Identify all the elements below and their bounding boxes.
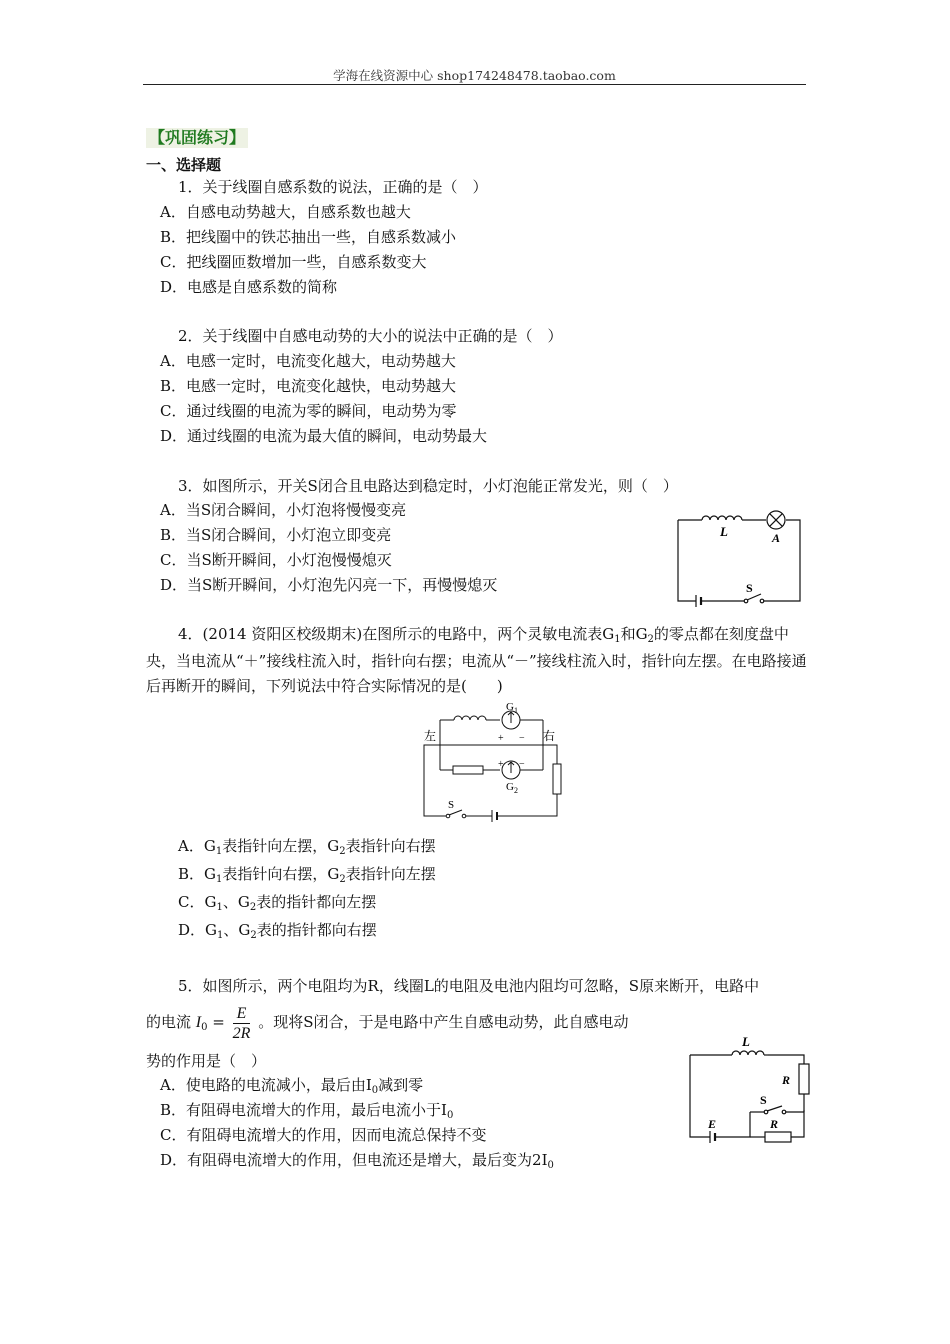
q5-fig-label-L: L xyxy=(742,1034,750,1049)
q4-option-c-mid: 、G xyxy=(222,893,250,911)
q4-option-b-tail: 表指针向左摆 xyxy=(345,865,436,883)
q4-option-a-label: A．G xyxy=(178,837,216,855)
q4-option-c[interactable] xyxy=(178,892,376,915)
q4-option-c-sub1: 1 xyxy=(216,902,223,913)
q3-option-d[interactable]: D．当S断开瞬间，小灯泡先闪亮一下，再慢慢熄灭 xyxy=(160,576,498,594)
page-header: 学海在线资源中心 shop174248478.taobao.com xyxy=(333,68,616,83)
q1-option-d[interactable]: D．电感是自感系数的简称 xyxy=(160,278,338,296)
q5-equals: = xyxy=(212,1013,225,1031)
q4-option-d-mid: 、G xyxy=(223,921,251,939)
q3-option-c[interactable]: C．当S断开瞬间，小灯泡慢慢熄灭 xyxy=(160,551,392,569)
q4-option-d-tail: 表的指针都向右摆 xyxy=(256,921,377,939)
q5-circuit-figure xyxy=(680,1030,810,1148)
q4-fig-label-g1-plus: + xyxy=(498,733,504,744)
q2-option-a[interactable]: A．电感一定时，电流变化越大，电动势越大 xyxy=(160,352,456,370)
q3-fig-label-L: L xyxy=(720,524,728,539)
q4-fig-label-g2-plus: + xyxy=(498,759,504,770)
q4-stem-sub2: 2 xyxy=(647,634,654,645)
q5-fig-label-R2: R xyxy=(770,1117,779,1131)
q4-option-b-label: B．G xyxy=(178,865,217,883)
q2-option-b[interactable]: B．电感一定时，电流变化越快，电动势越大 xyxy=(160,377,457,395)
section-tag: 【巩固练习】 xyxy=(146,128,248,148)
q5-option-a-text: A．使电路的电流减小，最后由I xyxy=(160,1076,372,1094)
q2-option-d[interactable]: D．通过线圈的电流为最大值的瞬间，电动势最大 xyxy=(160,427,488,445)
q4-option-b-sub2: 2 xyxy=(339,874,346,885)
q2-option-c[interactable]: C．通过线圈的电流为零的瞬间，电动势为零 xyxy=(160,402,457,420)
q4-circuit-figure xyxy=(418,700,578,822)
q4-fig-label-g1: G xyxy=(506,701,514,713)
q5-fraction-denominator: 2R xyxy=(232,1024,251,1042)
q4-option-b-sub1: 1 xyxy=(216,874,223,885)
q3-fig-label-S: S xyxy=(746,581,753,595)
q3-stem: 3．如图所示，开关S闭合且电路达到稳定时，小灯泡能正常发光，则（ ） xyxy=(178,477,678,495)
q1-option-c[interactable]: C．把线圈匝数增加一些，自感系数变大 xyxy=(160,253,427,271)
q4-fig-label-g1-minus: − xyxy=(519,733,525,744)
section-heading: 一、选择题 xyxy=(146,156,222,174)
q4-fig-label-left: 左 xyxy=(424,729,437,743)
q5-fraction-numerator: E xyxy=(233,1004,251,1024)
q4-fig-label-g2-sub: 2 xyxy=(514,786,518,795)
q5-option-d-sub: 0 xyxy=(547,1160,554,1171)
q4-option-d[interactable] xyxy=(178,920,377,943)
q4-stem-sub1: 1 xyxy=(614,634,621,645)
q4-option-d-sub1: 1 xyxy=(217,930,224,941)
q4-option-a-mid: 表指针向左摆，G xyxy=(222,837,340,855)
q5-stem-line2 xyxy=(146,1000,628,1047)
q4-option-a-sub2: 2 xyxy=(339,846,346,857)
q5-option-a-sub: 0 xyxy=(371,1085,379,1096)
q5-option-b[interactable] xyxy=(160,1100,453,1123)
q5-i0-sub: 0 xyxy=(201,1022,208,1033)
q5-fraction xyxy=(233,1004,251,1043)
q4-option-a-tail: 表指针向右摆 xyxy=(345,837,436,855)
q4-option-d-sub2: 2 xyxy=(250,930,257,941)
q5-option-b-sub: 0 xyxy=(446,1110,454,1121)
q5-i0: I xyxy=(195,1014,202,1031)
q4-stem-b: 的零点都在刻度盘中央，当电流从“＋”接线柱流入时，指针向右摆；电流从“－”接线柱流入时，指针向左摆。在电路接通后再断开的瞬间，下列说法中符合实际情况的是( ) xyxy=(146,625,807,695)
q4-fig-label-g2-minus: − xyxy=(519,759,525,770)
q3-circuit-figure xyxy=(672,508,807,608)
q4-option-c-sub2: 2 xyxy=(249,902,257,913)
q4-option-b-mid: 表指针向右摆，G xyxy=(222,865,340,883)
q4-option-c-tail: 表的指针都向左摆 xyxy=(256,893,377,911)
q4-option-a[interactable] xyxy=(178,836,436,859)
q5-option-a[interactable] xyxy=(160,1075,423,1098)
q5-stem-line3: 势的作用是（ ） xyxy=(146,1052,267,1070)
q1-option-a[interactable]: A．自感电动势越大，自感系数也越大 xyxy=(160,203,411,221)
q4-option-a-sub1: 1 xyxy=(215,846,223,857)
q5-option-a-tail: 减到零 xyxy=(378,1076,424,1094)
q5-option-b-text: B．有阻碍电流增大的作用，最后电流小于I xyxy=(160,1101,447,1119)
q5-fig-label-E: E xyxy=(708,1117,717,1131)
q5-stem: 5．如图所示，两个电阻均为R，线圈L的电阻及电池内阻均可忽略，S原来断开，电路中 xyxy=(178,977,760,995)
q4-stem-a: 4．(2014 资阳区校级期末)在图所示的电路中，两个灵敏电流表G xyxy=(178,625,615,643)
q5-option-d[interactable] xyxy=(160,1150,554,1173)
q5-fig-label-R1: R xyxy=(782,1073,791,1087)
q3-fig-label-A: A xyxy=(772,531,781,545)
q4-fig-label-right: 右 xyxy=(543,729,556,743)
q5-stem-line2-b: 。现将S闭合，于是电路中产生自感电动势，此自感电动 xyxy=(258,1013,629,1031)
q5-option-d-text: D．有阻碍电流增大的作用，但电流还是增大，最后变为2I xyxy=(160,1151,548,1169)
q4-option-d-label: D．G xyxy=(178,921,218,939)
q4-fig-label-g2: G xyxy=(506,781,514,793)
q3-option-a[interactable]: A．当S闭合瞬间，小灯泡将慢慢变亮 xyxy=(160,501,407,519)
q1-stem: 1．关于线圈自感系数的说法，正确的是（ ） xyxy=(178,178,488,196)
header-rule xyxy=(143,84,806,85)
q5-option-c[interactable]: C．有阻碍电流增大的作用，因而电流总保持不变 xyxy=(160,1126,487,1144)
q4-fig-label-g1-sub: 1 xyxy=(514,706,518,715)
q4-fig-label-S: S xyxy=(448,799,455,811)
q5-fig-label-S: S xyxy=(760,1093,767,1107)
q4-option-c-label: C．G xyxy=(178,893,217,911)
q2-stem: 2．关于线圈中自感电动势的大小的说法中正确的是（ ） xyxy=(178,327,563,345)
q4-stem xyxy=(146,622,808,699)
q4-stem-and: 和G xyxy=(620,625,648,643)
q4-option-b[interactable] xyxy=(178,864,436,887)
q5-stem-line2-a: 的电流 xyxy=(146,1013,192,1031)
q3-option-b[interactable]: B．当S闭合瞬间，小灯泡立即变亮 xyxy=(160,526,392,544)
q1-option-b[interactable]: B．把线圈中的铁芯抽出一些，自感系数减小 xyxy=(160,228,457,246)
